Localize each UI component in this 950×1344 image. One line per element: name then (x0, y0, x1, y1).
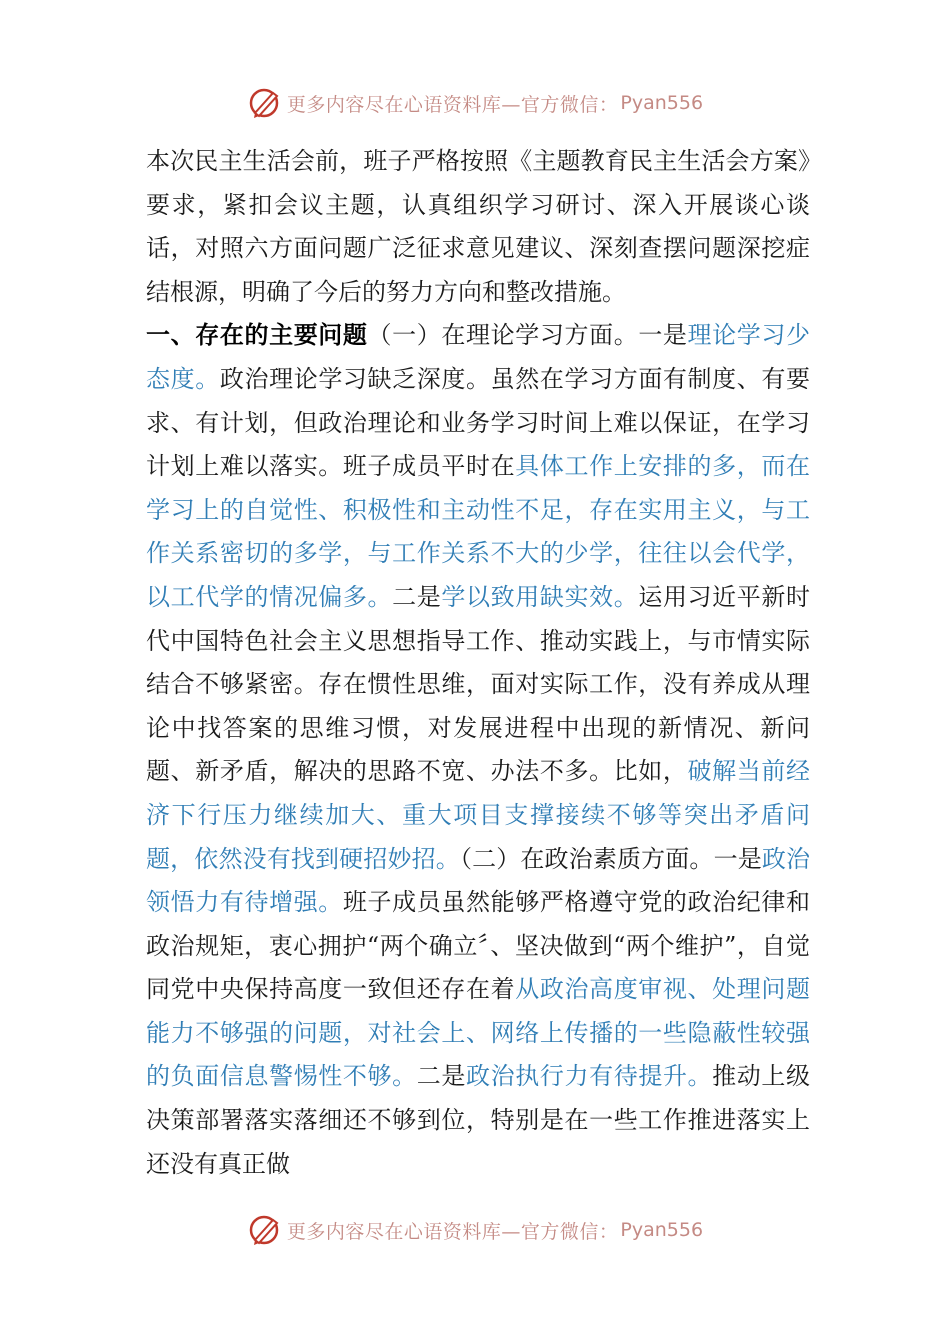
highlight-run: 理论学习少态度。 (146, 321, 811, 393)
watermark-banner-top (0, 83, 950, 123)
text-run: 运用习近平新时代中国特色社会主义思想指导工作、推动实践上，与市情实际结合不够紧密。存在惯性思维，面对实际工作，没有养成从理论中找答案的思维习惯，对发展进程中出现的新情况、新问题、新矛盾，解决的思路不宽、办法不多。比如， (146, 582, 811, 786)
pen-logo-icon (247, 85, 283, 121)
pen-logo-icon (247, 1212, 283, 1248)
highlight-run: 政治领悟力有待增强。 (146, 844, 811, 917)
document-body (146, 140, 810, 1186)
text-run: 政治理论学习缺乏深度。虽然在学习方面有制度、有要求、有计划，但政治理论和业务学习时间上难以保证，在学习计划上难以落实。班子成员平时在 (146, 364, 811, 481)
watermark-text: 更多内容尽在心语资料库—官方微信： (286, 1220, 619, 1243)
text-run: 二是 (392, 582, 442, 611)
watermark-banner-bottom (0, 1210, 950, 1250)
watermark-wechat-id: Pyan556 (620, 1219, 704, 1241)
highlight-run: 从政治高度审视、处理问题能力不够强的问题，对社会上、网络上传播的一些隐蔽性较强的负面信息警惕性不够。 (146, 975, 811, 1091)
text-run: 班子成员虽然能够严格遵守党的政治纪律和政治规矩，衷心拥护“两个确立〞、坚决做到“两个维护”，自觉同党中央保持高度一致但还存在着 (146, 888, 811, 1004)
highlight-run: 具体工作上安排的多，而在学习上的自觉性、积极性和主动性不足，存在实用主义，与工作关系密切的多学，与工作关系不大的少学，往往以会代学，以工代学的情况偏多。 (146, 452, 811, 611)
intro-paragraph: 本次民主生活会前，班子严格按照《主题教育民主生活会方案》要求，紧扣会议主题，认真组织学习研讨、深入开展谈心谈话，对照六方面问题广泛征求意见建议、深刻查摆问题深挖症结根源，明确了今后的努力方向和整改措施。 (146, 147, 810, 306)
watermark-wechat-id: Pyan556 (620, 92, 704, 114)
text-run: 二是 (416, 1062, 467, 1091)
text-run: （一）在理论学习方面。一是 (367, 321, 688, 350)
highlight-run: 政治执行力有待提升。 (466, 1062, 713, 1091)
watermark-text: 更多内容尽在心语资料库—官方微信： (286, 93, 619, 116)
highlight-run: 破解当前经济下行压力继续加大、重大项目支撑接续不够等突出矛盾问题，依然没有找到硬招妙招。 (146, 757, 811, 873)
section-heading: 一、存在的主要问题 (146, 321, 368, 350)
text-run: 推动上级决策部署落实落细还不够到位，特别是在一些工作推进落实上还没有真正做 (146, 1062, 811, 1178)
section-1-paragraph (146, 314, 810, 1186)
text-run: （二）在政治素质方面。一是 (459, 844, 762, 873)
highlight-run: 学以致用缺实效。 (441, 582, 639, 611)
